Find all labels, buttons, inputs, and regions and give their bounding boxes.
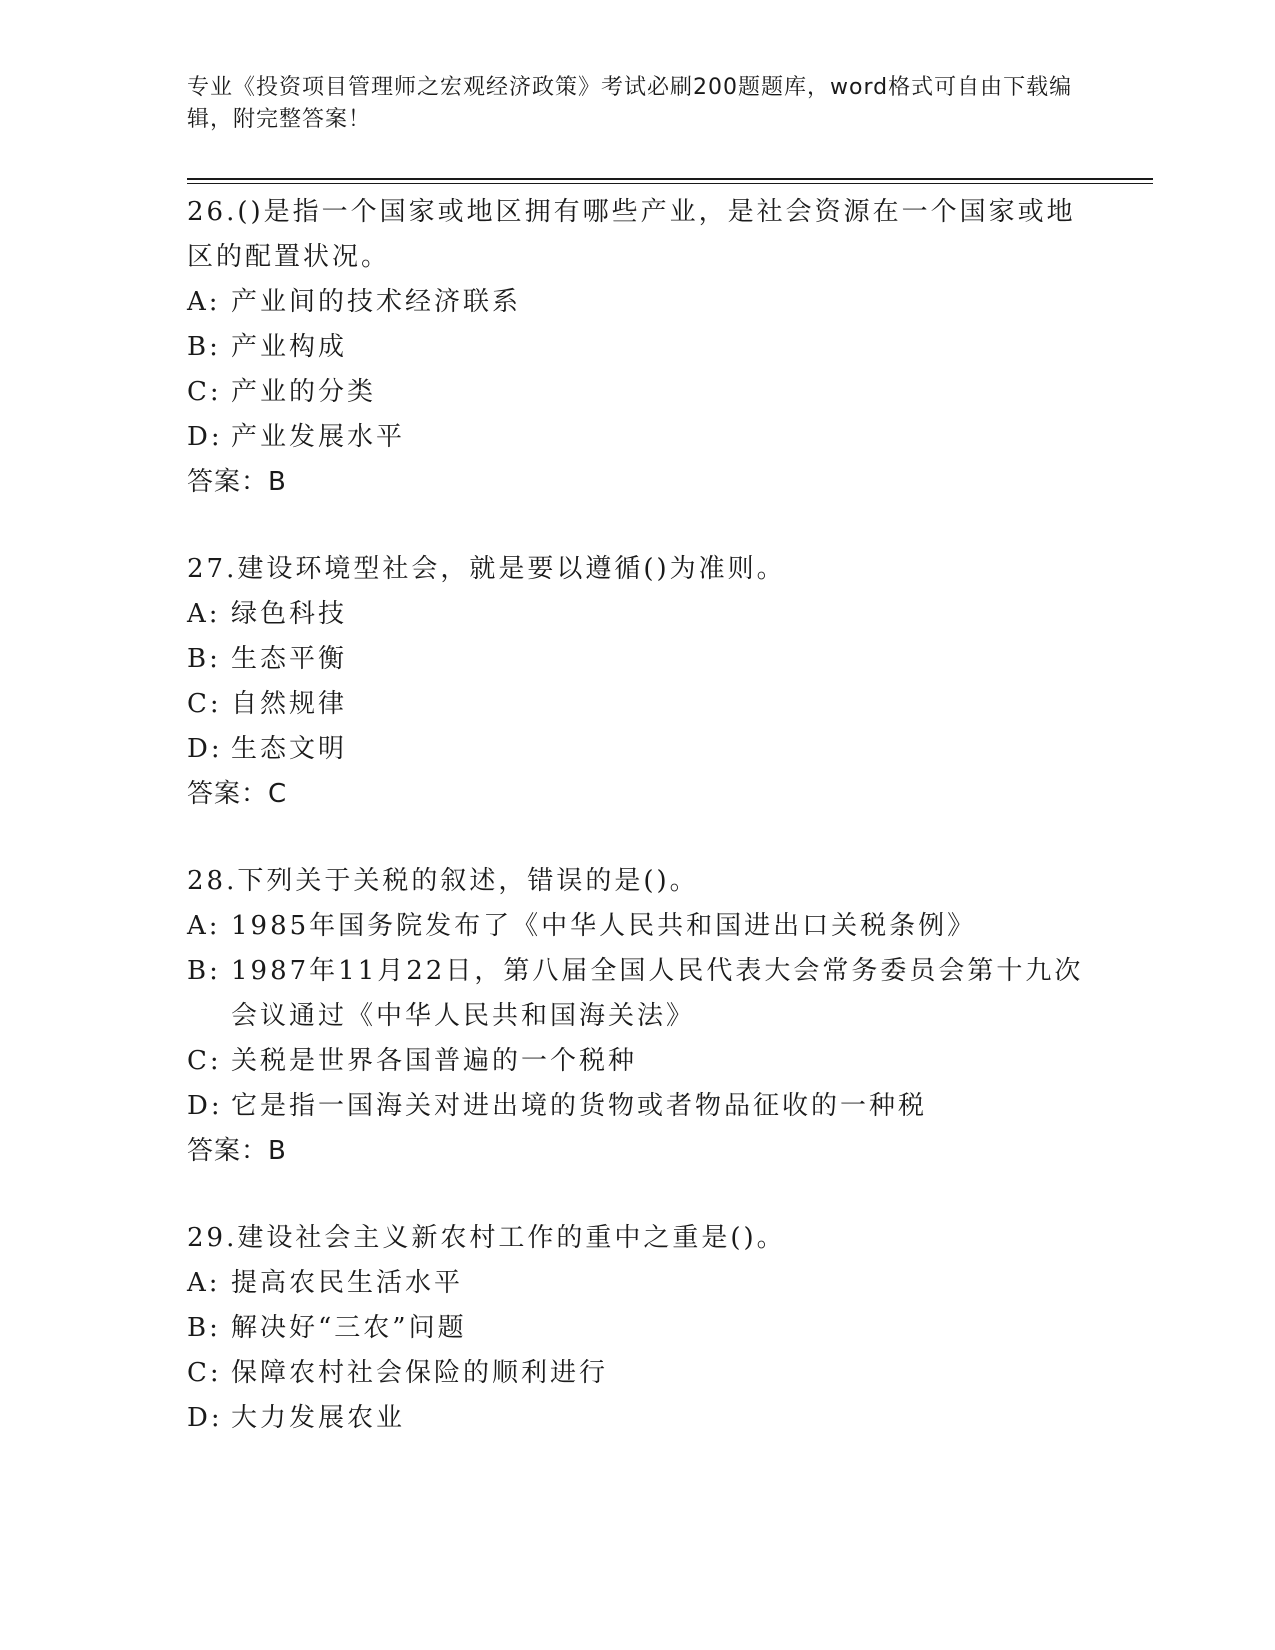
option-d	[187, 1396, 1087, 1441]
question-stem: 28.下列关于关税的叙述，错误的是()。	[187, 866, 699, 896]
option-text: 生态平衡	[231, 644, 348, 674]
option-d	[187, 415, 1087, 460]
question-29	[187, 1216, 1087, 1441]
option-letter: C:	[187, 1358, 222, 1388]
option-text: 解决好“三农”问题	[231, 1313, 467, 1343]
option-a	[187, 1261, 1087, 1306]
question-stem: 26.()是指一个国家或地区拥有哪些产业，是社会资源在一个国家或地区的配置状况。	[187, 197, 1076, 272]
option-letter: C:	[187, 689, 222, 719]
option-letter: A:	[187, 599, 221, 629]
option-b	[187, 1306, 1087, 1351]
option-letter: D:	[187, 422, 223, 452]
question-27	[187, 547, 1087, 817]
header-divider-thin	[187, 183, 1153, 184]
option-letter: B:	[187, 332, 221, 362]
option-text: 产业间的技术经济联系	[231, 287, 522, 317]
option-c	[187, 370, 1087, 415]
option-letter: A:	[187, 911, 221, 941]
option-text: 生态文明	[231, 734, 348, 764]
option-c	[187, 1039, 1087, 1084]
option-text: 关税是世界各国普遍的一个税种	[231, 1046, 638, 1076]
question-stem: 29.建设社会主义新农村工作的重中之重是()。	[187, 1223, 786, 1253]
option-text: 保障农村社会保险的顺利进行	[231, 1358, 609, 1388]
option-text: 自然规律	[231, 689, 348, 719]
option-letter: B:	[187, 1313, 221, 1343]
answer-label: 答案：B	[187, 1136, 287, 1166]
option-letter: D:	[187, 1091, 223, 1121]
answer-label: 答案：C	[187, 779, 288, 809]
question-26	[187, 190, 1087, 505]
option-letter: A:	[187, 287, 221, 317]
option-a	[187, 280, 1087, 325]
option-text: 大力发展农业	[231, 1403, 406, 1433]
option-d	[187, 727, 1087, 772]
question-list	[187, 190, 1087, 1483]
option-text: 1985年国务院发布了《中华人民共和国进出口关税条例》	[231, 911, 977, 941]
option-letter: B:	[187, 956, 221, 986]
option-text: 提高农民生活水平	[231, 1268, 464, 1298]
option-c	[187, 1351, 1087, 1396]
option-letter: B:	[187, 644, 221, 674]
option-letter: C:	[187, 377, 222, 407]
option-d	[187, 1084, 1087, 1129]
option-letter: D:	[187, 1403, 223, 1433]
header-divider-thick	[187, 178, 1153, 180]
question-stem: 27.建设环境型社会，就是要以遵循()为准则。	[187, 554, 786, 584]
option-text: 绿色科技	[231, 599, 348, 629]
option-b	[187, 325, 1087, 370]
option-b	[187, 949, 1087, 1039]
option-letter: C:	[187, 1046, 222, 1076]
option-text: 它是指一国海关对进出境的货物或者物品征收的一种税	[231, 1091, 928, 1121]
option-a	[187, 592, 1087, 637]
option-letter: D:	[187, 734, 223, 764]
option-b	[187, 637, 1087, 682]
option-a	[187, 904, 1087, 949]
document-header: 专业《投资项目管理师之宏观经济政策》考试必刷200题题库，word格式可自由下载编辑，附完整答案！	[187, 75, 1073, 132]
option-text: 产业发展水平	[231, 422, 406, 452]
question-28	[187, 859, 1087, 1174]
option-text: 产业构成	[231, 332, 348, 362]
option-text: 产业的分类	[231, 377, 377, 407]
option-text: 1987年11月22日，第八届全国人民代表大会常务委员会第十九次会议通过《中华人民共和国海关法》	[231, 956, 1084, 1031]
option-letter: A:	[187, 1268, 221, 1298]
answer-label: 答案：B	[187, 467, 287, 497]
option-c	[187, 682, 1087, 727]
